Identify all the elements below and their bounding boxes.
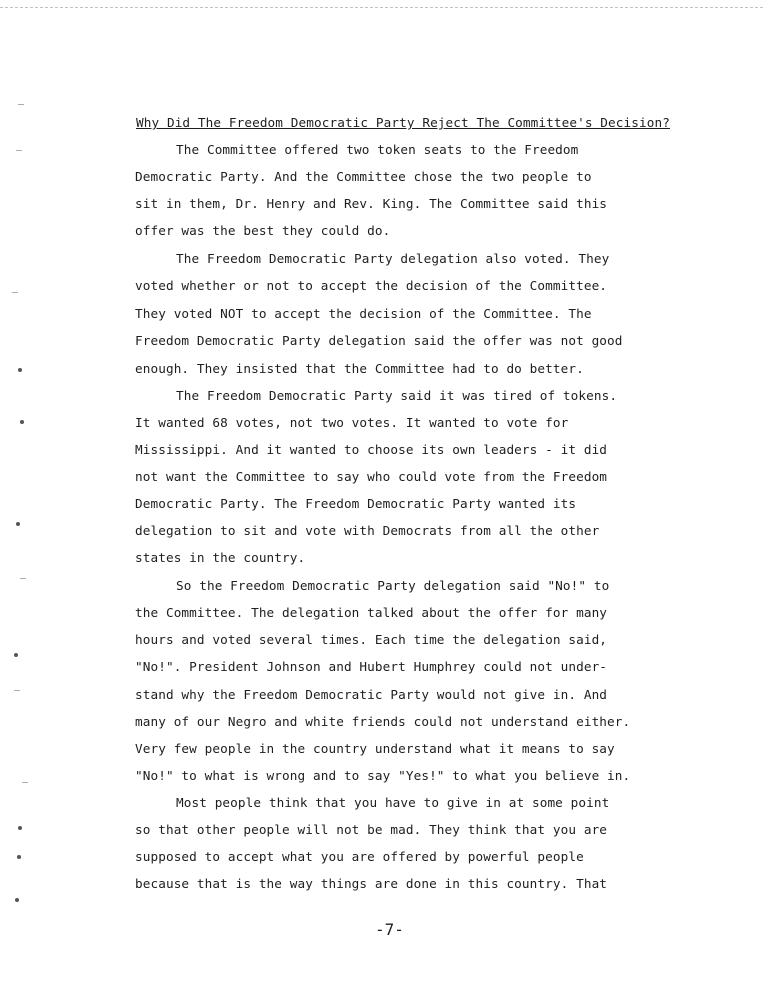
- body-line: "No!". President Johnson and Hubert Humphrey could not under-: [135, 659, 608, 674]
- body-line: stand why the Freedom Democratic Party would not give in. And: [135, 687, 608, 702]
- body-line: It wanted 68 votes, not two votes. It wanted to vote for: [135, 415, 569, 430]
- scan-mark: [15, 898, 19, 902]
- body-line: delegation to sit and vote with Democrats from all the other: [135, 523, 600, 538]
- scan-mark: [20, 420, 24, 424]
- body-line: The Freedom Democratic Party said it was tired of tokens.: [176, 388, 618, 403]
- body-line: They voted NOT to accept the decision of the Committee. The: [135, 306, 592, 321]
- document-title: Why Did The Freedom Democratic Party Reject The Committee's Decision?: [136, 115, 670, 130]
- body-line: not want the Committee to say who could vote from the Freedom: [135, 469, 608, 484]
- scan-mark: [17, 855, 21, 859]
- body-line: states in the country.: [135, 550, 306, 565]
- scan-mark: [16, 522, 20, 526]
- body-line: So the Freedom Democratic Party delegation said "No!" to: [176, 578, 610, 593]
- body-line: Freedom Democratic Party delegation said the offer was not good: [135, 333, 623, 348]
- body-line: Democratic Party. The Freedom Democratic Party wanted its: [135, 496, 577, 511]
- body-line: Mississippi. And it wanted to choose its own leaders - it did: [135, 442, 608, 457]
- page-number: -7-: [375, 920, 404, 939]
- scan-top-edge: [0, 0, 763, 8]
- scan-tick: [18, 104, 24, 105]
- scan-tick: [14, 690, 20, 691]
- body-line: because that is the way things are done in this country. That: [135, 876, 608, 891]
- body-line: supposed to accept what you are offered by powerful people: [135, 849, 584, 864]
- body-line: The Freedom Democratic Party delegation also voted. They: [176, 251, 610, 266]
- body-line: offer was the best they could do.: [135, 223, 391, 238]
- body-line: voted whether or not to accept the decision of the Committee.: [135, 278, 608, 293]
- scan-mark: [18, 826, 22, 830]
- body-line: so that other people will not be mad. They think that you are: [135, 822, 608, 837]
- body-line: the Committee. The delegation talked about the offer for many: [135, 605, 608, 620]
- body-line: enough. They insisted that the Committee had to do better.: [135, 361, 584, 376]
- body-line: Democratic Party. And the Committee chose the two people to: [135, 169, 592, 184]
- scan-tick: [22, 782, 28, 783]
- body-line: Very few people in the country understand what it means to say: [135, 741, 615, 756]
- scan-mark: [18, 368, 22, 372]
- body-line: "No!" to what is wrong and to say "Yes!" to what you believe in.: [135, 768, 631, 783]
- body-line: The Committee offered two token seats to the Freedom: [176, 142, 579, 157]
- scan-tick: [16, 150, 22, 151]
- scan-tick: [12, 292, 18, 293]
- body-line: sit in them, Dr. Henry and Rev. King. The Committee said this: [135, 196, 608, 211]
- body-line: hours and voted several times. Each time the delegation said,: [135, 632, 608, 647]
- scan-mark: [14, 653, 18, 657]
- scan-tick: [20, 578, 26, 579]
- body-line: Most people think that you have to give in at some point: [176, 795, 610, 810]
- body-line: many of our Negro and white friends could not understand either.: [135, 714, 631, 729]
